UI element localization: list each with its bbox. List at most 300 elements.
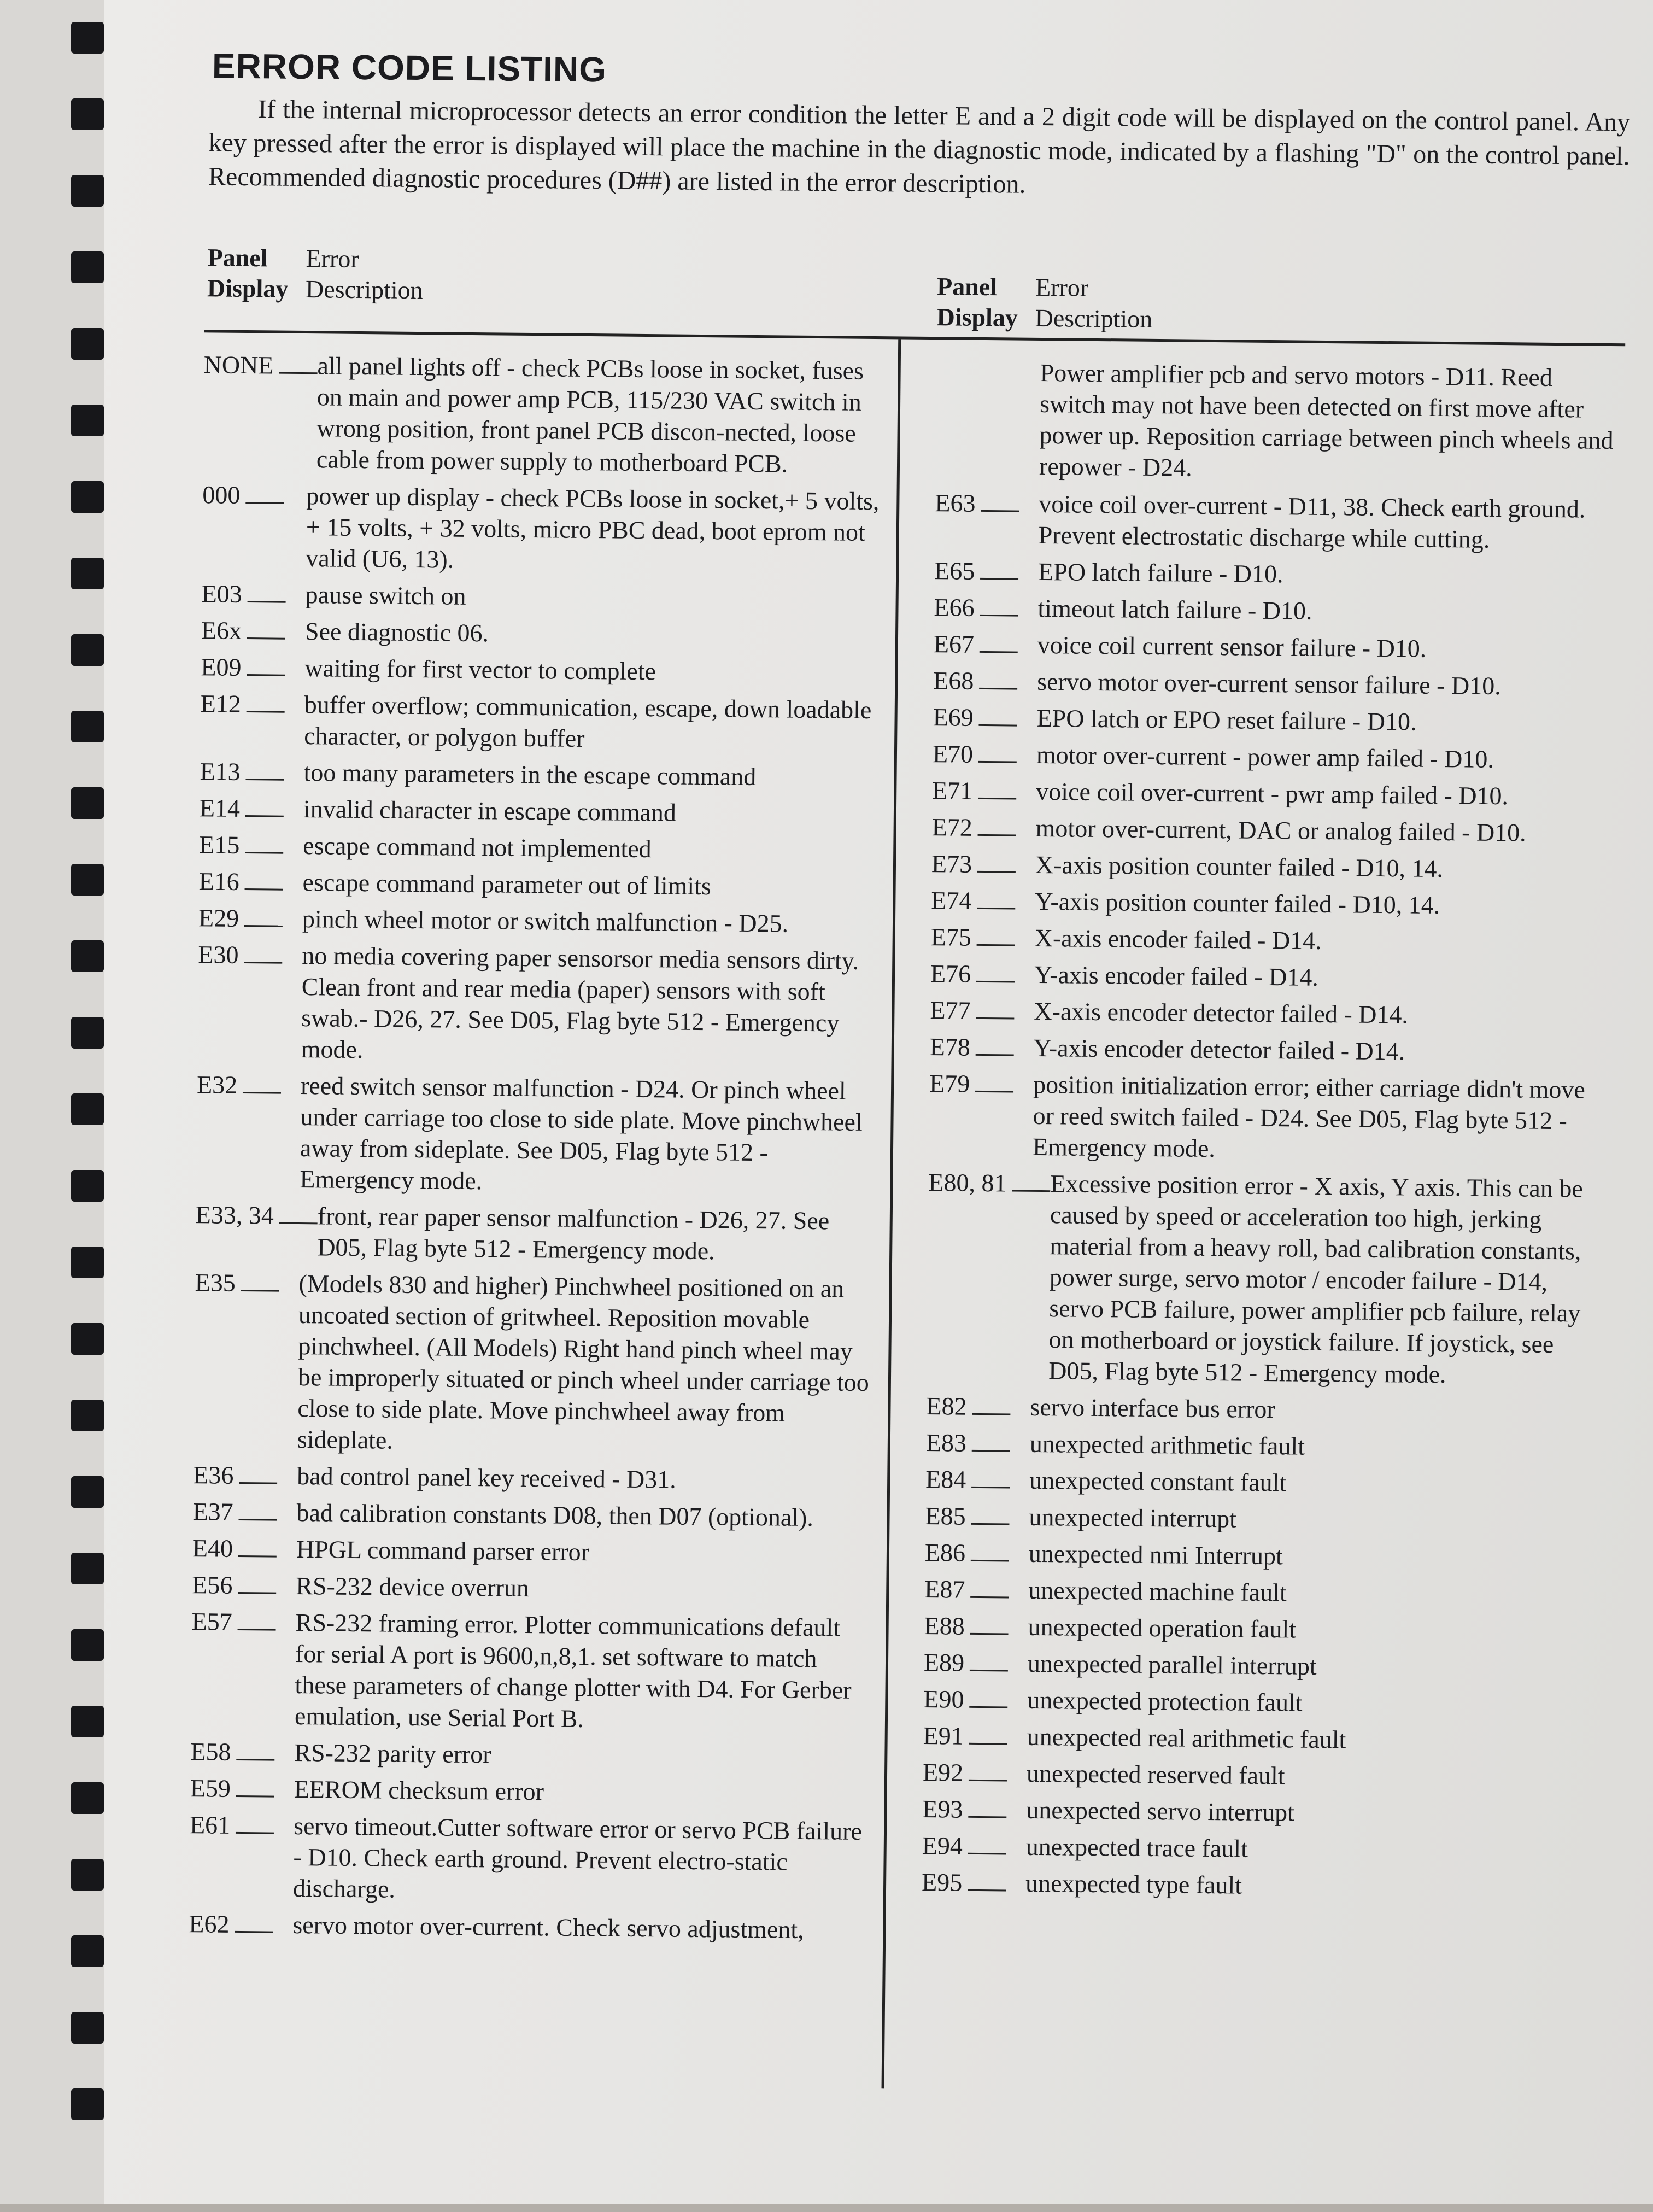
error-entry <box>934 555 1612 593</box>
leader-line <box>247 674 285 676</box>
binding-ring <box>71 1017 104 1049</box>
leader-line <box>977 944 1015 946</box>
error-code-text: E67 <box>933 630 975 658</box>
error-code-text: E09 <box>201 653 242 681</box>
error-code <box>923 1720 1027 1752</box>
leader-line <box>245 502 284 504</box>
error-code <box>924 1573 1029 1606</box>
error-code-text: E62 <box>189 1910 230 1938</box>
error-code-text: E94 <box>922 1831 963 1860</box>
error-code <box>201 651 305 683</box>
error-code-text: E91 <box>923 1722 964 1750</box>
error-entry <box>925 1500 1603 1538</box>
error-code <box>199 829 303 861</box>
error-code-text: E66 <box>934 593 975 622</box>
error-code <box>923 1683 1028 1716</box>
leader-line <box>979 688 1017 690</box>
leader-line <box>243 1092 281 1094</box>
error-code <box>922 1830 1027 1862</box>
error-entry <box>193 1459 876 1497</box>
leader-line <box>970 1633 1009 1635</box>
leader-line <box>238 1592 276 1594</box>
error-description: bad control panel key received - D31. <box>296 1461 677 1494</box>
leader-line <box>968 1889 1006 1892</box>
leader-line <box>970 1596 1009 1599</box>
error-code-text: E72 <box>931 813 973 841</box>
error-code-text: E76 <box>930 959 971 988</box>
error-code-text: E16 <box>198 867 240 896</box>
error-entry <box>196 1069 880 1200</box>
error-code <box>200 792 304 824</box>
leader-line <box>247 711 285 713</box>
error-code-text: E6x <box>201 616 242 645</box>
error-code-text: E71 <box>932 776 973 805</box>
left-column-header <box>207 242 424 306</box>
leader-line <box>977 908 1015 910</box>
error-description: bad calibration constants D08, then D07 (optional). <box>296 1498 814 1532</box>
error-code-text: E82 <box>926 1392 967 1420</box>
error-code <box>189 1908 293 1940</box>
error-description: buffer overflow; communication, escape, down loadable character, or polygon buffer <box>303 690 872 752</box>
error-entry <box>200 792 883 830</box>
error-entry <box>925 1537 1603 1575</box>
error-entry <box>203 349 887 480</box>
error-entry <box>933 701 1610 739</box>
binding-ring <box>71 1323 104 1355</box>
error-code <box>201 578 306 610</box>
leader-line <box>235 1931 273 1933</box>
binding-ring <box>71 1476 104 1508</box>
error-description: timeout latch failure - D10. <box>1037 594 1312 625</box>
error-code <box>192 1496 297 1528</box>
error-description: servo timeout.Cutter software error or servo PCB failure - D10. Check earth ground. Prevent electro-static discharge. <box>292 1811 863 1903</box>
error-description: unexpected servo interrupt <box>1026 1795 1295 1827</box>
error-code-text: E80, 81 <box>928 1168 1007 1197</box>
error-entry <box>922 1866 1599 1904</box>
error-code <box>925 1537 1029 1569</box>
error-code-text: E89 <box>923 1648 965 1677</box>
error-description: unexpected interrupt <box>1029 1502 1237 1533</box>
error-code-text: E87 <box>924 1575 965 1604</box>
error-entry <box>933 665 1611 703</box>
leader-line <box>978 798 1016 800</box>
binding-ring <box>71 22 104 54</box>
error-code-text: E29 <box>198 904 239 932</box>
binding-ring <box>71 711 104 742</box>
error-entry <box>195 1199 879 1268</box>
error-code <box>934 628 1038 660</box>
error-entry <box>930 958 1608 996</box>
error-description: voice coil current sensor failure - D10. <box>1037 630 1427 663</box>
error-description: reed switch sensor malfunction - D24. Or pinch wheel under carriage too close to side plate. Move pinchwheel away from sideplate. See D05, Flag byte 512 - Emergency mode. <box>300 1072 863 1195</box>
error-entry <box>202 479 886 579</box>
binding-ring <box>71 481 104 513</box>
error-entry <box>924 1647 1602 1684</box>
error-description: unexpected parallel interrupt <box>1027 1649 1317 1680</box>
error-entry <box>931 848 1609 886</box>
error-code <box>203 349 317 381</box>
leader-line <box>968 1816 1006 1818</box>
error-code-text: E73 <box>931 850 972 878</box>
binding-ring <box>71 787 104 819</box>
page-content <box>93 0 1653 2212</box>
error-code <box>190 1809 294 1841</box>
leader-line <box>236 1795 274 1798</box>
error-entry <box>931 811 1609 849</box>
error-code-text: E83 <box>925 1429 967 1457</box>
leader-line <box>239 1519 277 1521</box>
intro-paragraph: If the internal microprocessor detects an error condition the letter E and a 2 digit code will be displayed on the control panel. Any key pressed after the error is displayed will place the machine in the diagnostic mode, indicated by a flashing "D" on the control panel. Recommended diagnostic procedures (D##) are listed in the error description. <box>208 95 1631 199</box>
error-code-text: 000 <box>202 481 241 509</box>
error-code-text: E92 <box>922 1758 964 1787</box>
error-code <box>928 1167 1051 1199</box>
error-code-text: E35 <box>195 1268 236 1297</box>
leader-line <box>971 1487 1010 1489</box>
continued-description: Power amplifier pcb and servo motors - D11. Reed switch may not have been detected on first move after power up. Reposition carriage between pinch wheels and repower - D24. <box>1039 358 1614 482</box>
error-description: unexpected type fault <box>1025 1869 1242 1899</box>
leader-line <box>976 981 1015 983</box>
leader-line <box>279 372 317 374</box>
error-entry <box>930 1031 1608 1069</box>
leader-line <box>976 1017 1014 1020</box>
error-code-text: E57 <box>191 1607 233 1636</box>
error-code <box>930 921 1035 953</box>
error-code-text: E84 <box>925 1465 966 1494</box>
error-entry <box>930 921 1608 959</box>
leader-line <box>975 1091 1013 1093</box>
error-code <box>191 1606 296 1638</box>
error-code <box>197 1069 301 1101</box>
error-code <box>926 1390 1030 1423</box>
error-entry <box>930 994 1608 1032</box>
error-code-text: E33, 34 <box>195 1201 274 1230</box>
error-code <box>933 665 1037 697</box>
error-entry <box>931 885 1609 922</box>
leader-line <box>239 1482 277 1484</box>
leader-line <box>970 1670 1008 1672</box>
error-entry <box>926 1390 1604 1428</box>
binder-edge <box>0 0 104 2204</box>
leader-line <box>977 871 1016 873</box>
right-error-list <box>922 487 1613 1904</box>
error-code-text: E65 <box>934 557 975 585</box>
error-code <box>195 1267 299 1299</box>
error-entry <box>924 1610 1602 1648</box>
leader-line <box>245 815 284 817</box>
error-description: Y-axis position counter failed - D10, 14. <box>1035 887 1440 920</box>
error-code <box>931 811 1036 844</box>
error-code-text: E32 <box>196 1070 238 1099</box>
binding-ring <box>71 634 104 666</box>
error-code <box>932 775 1036 807</box>
error-description: Y-axis encoder detector failed - D14. <box>1033 1033 1405 1066</box>
leader-line <box>241 1290 279 1292</box>
leader-line <box>979 724 1017 727</box>
error-description: servo interface bus error <box>1030 1392 1276 1424</box>
error-code <box>190 1772 294 1805</box>
error-code-text: E75 <box>930 923 972 951</box>
header-error: Error <box>306 244 359 273</box>
left-error-column <box>189 349 887 1951</box>
binding-ring <box>71 1093 104 1125</box>
leader-line <box>248 601 286 603</box>
error-code-text: E36 <box>193 1461 234 1489</box>
leader-line <box>969 1780 1007 1782</box>
error-code <box>925 1464 1030 1496</box>
error-code <box>193 1459 297 1491</box>
binding-ring <box>71 1247 104 1278</box>
error-code <box>202 479 307 511</box>
error-entry <box>191 1606 875 1737</box>
error-entry <box>189 1908 872 1946</box>
error-entry <box>935 487 1613 556</box>
binding-ring <box>71 98 104 130</box>
error-code-text: E78 <box>929 1033 971 1061</box>
leader-line <box>244 925 283 927</box>
leader-line <box>1012 1190 1050 1192</box>
leader-line <box>279 1222 318 1225</box>
error-code <box>935 487 1039 519</box>
error-description: EPO latch failure - D10. <box>1037 557 1283 588</box>
error-description: X-axis encoder detector failed - D14. <box>1034 997 1409 1029</box>
error-code <box>196 1199 318 1231</box>
binding-ring <box>71 1170 104 1202</box>
error-code <box>192 1569 296 1601</box>
leader-line <box>245 888 283 891</box>
right-column-header <box>936 271 1153 335</box>
error-entry <box>922 1830 1600 1868</box>
error-entry <box>190 1772 873 1810</box>
leader-line <box>980 651 1018 653</box>
header-display: Display <box>936 303 1018 332</box>
error-description: (Models 830 and higher) Pinchwheel positioned on an uncoated section of gritwheel. Reposition movable pinchwheel. (All Models) Right hand pinch wheel may be improperly situated or pinch wheel under carriage too close to side plate. Move pinchwheel away from sideplate. <box>297 1269 870 1454</box>
error-code <box>934 592 1038 624</box>
error-entry <box>190 1736 874 1774</box>
error-description: servo motor over-current sensor failure - D10. <box>1037 667 1501 700</box>
error-code-text: NONE <box>203 350 274 379</box>
error-code-text: E40 <box>192 1534 233 1563</box>
error-code-text: E69 <box>933 703 974 732</box>
leader-line <box>971 1523 1010 1525</box>
error-code <box>931 848 1036 880</box>
page-title: ERROR CODE LISTING <box>212 46 607 90</box>
error-entry <box>198 865 882 903</box>
error-code <box>198 902 303 934</box>
error-code <box>933 701 1037 734</box>
binding-ring <box>71 175 104 207</box>
error-code-text: E63 <box>935 489 976 517</box>
leader-line <box>978 834 1016 836</box>
error-description: X-axis encoder failed - D14. <box>1034 923 1322 955</box>
error-code <box>933 738 1037 770</box>
error-description: Y-axis encoder failed - D14. <box>1034 960 1319 991</box>
error-code-text: E70 <box>932 740 974 768</box>
error-code <box>930 958 1035 990</box>
error-entry <box>201 651 884 689</box>
error-entry <box>200 688 884 757</box>
header-display: Display <box>207 274 289 303</box>
error-code <box>924 1647 1028 1679</box>
binding-ring <box>71 940 104 972</box>
error-code <box>926 1427 1030 1459</box>
error-description: RS-232 framing error. Plotter communications default for serial A port is 9600,n,8,1. set software to match these parameters of change plotter with D4. For Gerber emulation, use Serial Port B. <box>294 1608 852 1733</box>
error-description: unexpected real arithmetic fault <box>1027 1722 1346 1754</box>
error-entry <box>923 1757 1601 1794</box>
error-code-text: E93 <box>922 1794 963 1823</box>
error-description: EPO latch or EPO reset failure - D10. <box>1036 704 1417 736</box>
error-entry <box>934 628 1611 666</box>
error-code-text: E88 <box>924 1612 965 1640</box>
header-divider <box>204 330 1625 346</box>
error-code-text: E30 <box>198 940 239 969</box>
error-code-text: E90 <box>923 1685 964 1713</box>
leader-line <box>972 1413 1010 1415</box>
error-code <box>190 1736 295 1768</box>
error-description: waiting for first vector to complete <box>304 654 656 686</box>
error-code <box>934 555 1039 587</box>
error-description: unexpected reserved fault <box>1026 1759 1285 1790</box>
leader-line <box>981 510 1019 512</box>
error-code <box>201 615 306 647</box>
header-description: Description <box>1035 303 1153 333</box>
error-description: See diagnostic 06. <box>304 617 489 647</box>
error-entry <box>189 1809 874 1909</box>
error-entry <box>200 756 883 793</box>
binding-ring <box>71 328 104 360</box>
error-entry <box>924 1573 1602 1611</box>
error-entry <box>929 1068 1608 1168</box>
leader-line <box>980 615 1018 617</box>
error-code-text: E77 <box>930 996 971 1025</box>
error-code <box>192 1532 297 1565</box>
leader-line <box>236 1759 274 1761</box>
error-entry <box>933 738 1610 776</box>
header-description: Description <box>305 275 423 305</box>
error-description: voice coil over-current - pwr amp failed - D10. <box>1036 777 1509 810</box>
error-code-text: E12 <box>200 689 242 718</box>
error-entry <box>199 829 882 867</box>
error-entry <box>201 615 884 652</box>
error-description: invalid character in escape command <box>303 795 677 827</box>
error-code <box>931 885 1035 917</box>
error-code-text: E74 <box>931 886 972 915</box>
error-code-text: E14 <box>199 794 241 822</box>
header-error: Error <box>1035 273 1089 302</box>
binding-ring <box>71 251 104 283</box>
error-code <box>924 1610 1028 1642</box>
error-description: escape command not implemented <box>303 832 652 863</box>
right-error-column <box>922 356 1614 1910</box>
error-code <box>922 1793 1027 1825</box>
error-code-text: E37 <box>192 1497 233 1526</box>
error-entry <box>922 1793 1600 1831</box>
error-description: unexpected constant fault <box>1029 1466 1287 1497</box>
error-entry <box>192 1532 876 1570</box>
error-description: HPGL command parser error <box>296 1535 590 1566</box>
error-description: front, rear paper sensor malfunction - D26, 27. See D05, Flag byte 512 - Emergency mode. <box>317 1202 830 1265</box>
header-panel: Panel <box>936 272 998 301</box>
error-code <box>198 939 302 971</box>
error-description: too many parameters in the escape command <box>303 758 757 791</box>
error-code <box>925 1500 1029 1532</box>
leader-line <box>978 761 1017 763</box>
binding-ring <box>71 405 104 436</box>
leader-line <box>971 1560 1009 1562</box>
error-code <box>923 1757 1027 1789</box>
leader-line <box>969 1706 1007 1708</box>
error-entry <box>198 902 882 940</box>
error-entry <box>926 1427 1604 1465</box>
error-description: unexpected arithmetic fault <box>1029 1429 1305 1460</box>
leader-line <box>238 1555 277 1558</box>
error-description: motor over-current - power amp failed - D10. <box>1036 740 1494 773</box>
error-description: all panel lights off - check PCBs loose in socket, fuses on main and power amp PCB, 115/230 VAC switch in wrong position, front panel PCB discon-nected, loose cable from power supply to motherboard PCB. <box>316 352 864 478</box>
error-description: Excessive position error - X axis, Y axis. This can be caused by speed or acceleration too high, jerking material from a heavy roll, bad calibration constants, power surge, servo motor / encoder failure - D14, servo PCB failure, power amplifier pcb failure, relay on motherboard or joystick failure. If joystick, see D05, Flag byte 512 - Emergency mode. <box>1048 1169 1584 1389</box>
error-entry <box>934 592 1611 629</box>
leader-line <box>236 1832 274 1834</box>
error-description: unexpected operation fault <box>1028 1612 1297 1643</box>
error-code-text: E15 <box>199 830 240 859</box>
error-description: escape command parameter out of limits <box>302 868 712 900</box>
error-code-text: E79 <box>929 1069 970 1098</box>
error-code-text: E68 <box>933 666 974 695</box>
error-code-text: E56 <box>192 1571 233 1599</box>
error-description: no media covering paper sensorsor media sensors dirty. Clean front and rear media (paper) sensors with soft swab.- D26, 27. See D05, Flag byte 512 - Emergency mode. <box>301 941 859 1064</box>
leader-line <box>246 779 284 781</box>
error-entry <box>201 578 884 616</box>
error-description: pause switch on <box>305 581 466 610</box>
error-description: EEROM checksum error <box>294 1775 544 1806</box>
error-code-text: E85 <box>925 1502 966 1530</box>
leader-line <box>972 1450 1010 1452</box>
error-description: power up display - check PCBs loose in socket,+ 5 volts, + 15 volts, + 32 volts, micro PBC dead, boot eprom not valid (U6, 13). <box>306 482 880 574</box>
error-entry <box>923 1720 1601 1758</box>
error-description: motor over-current, DAC or analog failed - D10. <box>1035 814 1526 847</box>
error-description: RS-232 device overrun <box>296 1571 530 1602</box>
error-code <box>922 1866 1026 1899</box>
error-code-text: E03 <box>201 580 243 608</box>
error-entry <box>192 1569 875 1607</box>
error-description: unexpected protection fault <box>1027 1686 1303 1717</box>
error-entry <box>923 1683 1601 1721</box>
error-code <box>930 994 1034 1027</box>
header-panel: Panel <box>207 243 268 272</box>
error-description: X-axis position counter failed - D10, 14. <box>1035 850 1444 883</box>
error-entry <box>932 775 1610 812</box>
error-description: unexpected machine fault <box>1028 1576 1287 1607</box>
leader-line <box>238 1629 276 1631</box>
error-code <box>929 1068 1034 1100</box>
error-entry <box>197 939 881 1070</box>
error-description: voice coil over-current - D11, 38. Check earth ground. Prevent electrostatic discharge while cutting. <box>1038 489 1586 553</box>
leader-line <box>247 637 285 640</box>
error-description: unexpected nmi Interrupt <box>1028 1539 1283 1570</box>
binding-ring <box>71 1400 104 1431</box>
error-code-text: E86 <box>924 1538 966 1567</box>
error-code-text: E59 <box>190 1774 231 1803</box>
error-description: pinch wheel motor or switch malfunction - D25. <box>302 905 789 938</box>
error-code-text: E58 <box>190 1737 231 1766</box>
leader-line <box>968 1853 1006 1855</box>
error-entry <box>925 1464 1603 1501</box>
error-code <box>198 865 303 898</box>
leader-line <box>976 1054 1014 1056</box>
error-code <box>200 756 304 788</box>
error-description: unexpected trace fault <box>1025 1832 1248 1863</box>
leader-line <box>245 852 283 854</box>
binding-ring <box>71 558 104 589</box>
error-code-text: E61 <box>189 1811 231 1839</box>
